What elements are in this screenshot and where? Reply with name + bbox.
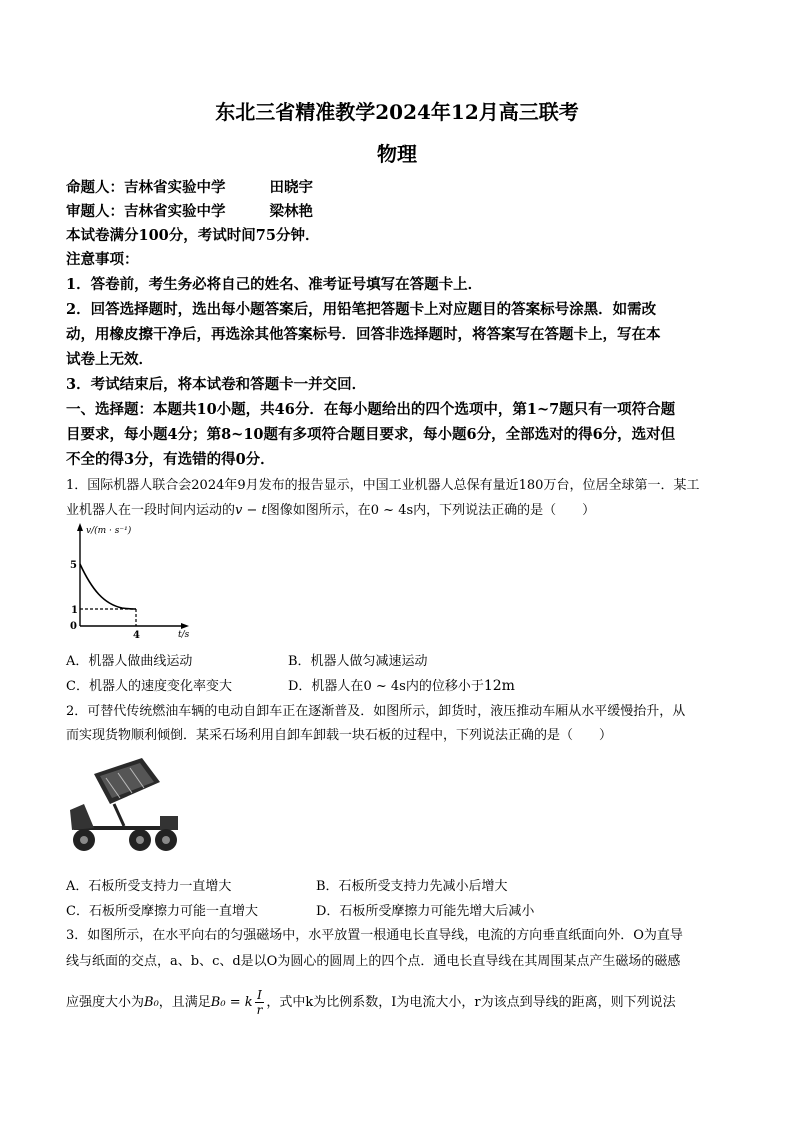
q1-option-d	[288, 675, 515, 694]
tick-0: 0	[70, 621, 77, 632]
note-1: 1．答卷前，考生务必将自己的姓名、准考证号填写在答题卡上．	[66, 276, 483, 293]
time-range: 0 ~ 4s	[370, 503, 414, 518]
q2-line-1: 2．可替代传统燃油车辆的电动自卸车正在逐渐普及．如图所示，卸货时，液压推动车厢从水平缓慢抬升，从	[66, 704, 686, 719]
q3-text: ，且满足	[158, 995, 211, 1010]
fraction-denominator: r	[256, 1003, 263, 1017]
truck-cab	[70, 804, 94, 830]
note-2-line-1: 2．回答选择题时，选出每小题答案后，用铅笔把答题卡上对应题目的答案标号涂黑．如需改	[66, 301, 657, 318]
setter-name: 田晓宇	[269, 179, 313, 196]
reviewer-line	[66, 200, 313, 221]
y-axis-label: v/(m · s⁻¹)	[86, 526, 132, 536]
dump-truck-image	[64, 752, 186, 860]
time-range: 0 ~ 4s	[363, 679, 406, 694]
score-time: 本试卷满分100分，考试时间75分钟．	[66, 227, 320, 244]
tick-1: 1	[71, 605, 78, 616]
tick-4: 4	[133, 630, 140, 641]
exam-subject: 物理	[377, 142, 417, 166]
note-3: 3．考试结束后，将本试卷和答题卡一并交回．	[66, 376, 367, 393]
q1-option-b: B．机器人做匀减速运动	[288, 654, 428, 669]
option-text: 内的位移小于	[405, 679, 484, 694]
q2-line-2: 而实现货物顺利倾倒．某采石场利用自卸车卸载一块石板的过程中，下列说法正确的是（ ）	[66, 728, 613, 743]
x-axis-label: t/s	[178, 630, 190, 640]
q1-line-2	[66, 499, 595, 518]
exam-title: 东北三省精准教学2024年12月高三联考	[215, 100, 579, 124]
q1-text: 业机器人在一段时间内运动的	[66, 503, 236, 518]
option-text: D．机器人在	[288, 679, 364, 694]
q3-line-1: 3．如图所示，在水平向右的匀强磁场中，水平放置一根通电长直导线，电流的方向垂直纸面向外．O为直导	[66, 928, 683, 943]
section-1-line-1: 一、选择题：本题共10小题，共46分．在每小题给出的四个选项中，第1~7题只有一项符合题	[66, 401, 676, 418]
tick-5: 5	[70, 560, 77, 571]
q1-text: 内，下列说法正确的是（ ）	[413, 503, 596, 518]
notes-heading: 注意事项：	[66, 251, 139, 268]
q1-text: 图像如图所示，在	[266, 503, 371, 518]
q1-line-1: 1．国际机器人联合会2024年9月发布的报告显示，中国工业机器人总保有量近180万台，位居全球第一．某工	[66, 478, 700, 493]
reviewer-label: 审题人：吉林省实验中学	[66, 203, 226, 220]
y-axis-arrow	[77, 523, 83, 531]
displacement-value: 12m	[483, 678, 515, 694]
q2-option-c: C．石板所受摩擦力可能一直增大	[66, 904, 258, 919]
hydraulic-arm	[114, 804, 124, 826]
section-1-line-2: 目要求，每小题4分；第8~10题有多项符合题目要求，每小题6分，全部选对的得6分，选对但	[66, 426, 676, 443]
q3-text: ，式中k为比例系数，I为电流大小，r为该点到导线的距离，则下列说法	[266, 995, 676, 1010]
note-2-line-3: 试卷上无效．	[66, 351, 153, 368]
q2-option-d: D．石板所受摩擦力可能先增大后减小	[316, 904, 535, 919]
q3-line-2: 线与纸面的交点，a、b、c、d是以O为圆心的圆周上的四个点．通电长直导线在其周围某点产生磁场的磁感	[66, 954, 681, 969]
q2-option-a: A．石板所受支持力一直增大	[66, 879, 232, 894]
note-2-line-2: 动，用橡皮擦干净后，再选涂其他答案标号．回答非选择题时，将答案写在答题卡上，写在本	[66, 326, 661, 343]
velocity-curve	[80, 564, 136, 609]
setter-label: 命题人：吉林省实验中学	[66, 179, 226, 196]
vt-symbol: v − t	[235, 503, 267, 518]
x-axis-arrow	[181, 623, 189, 629]
q1-option-a: A．机器人做曲线运动	[66, 654, 193, 669]
reviewer-name: 梁林艳	[269, 203, 313, 220]
q3-text: 应强度大小为	[66, 995, 145, 1010]
setter-line	[66, 176, 313, 197]
formula-lhs: B₀ = k	[210, 995, 253, 1010]
q2-option-b: B．石板所受支持力先减小后增大	[316, 879, 508, 894]
fraction-numerator: I	[255, 988, 265, 1003]
q3-line-3	[66, 988, 676, 1017]
section-1-line-3: 不全的得3分，有选错的得0分．	[66, 451, 275, 468]
b0-symbol: B₀	[144, 995, 159, 1010]
vt-graph	[66, 520, 206, 642]
q1-option-c: C．机器人的速度变化率变大	[66, 679, 232, 694]
formula-fraction	[255, 988, 265, 1017]
